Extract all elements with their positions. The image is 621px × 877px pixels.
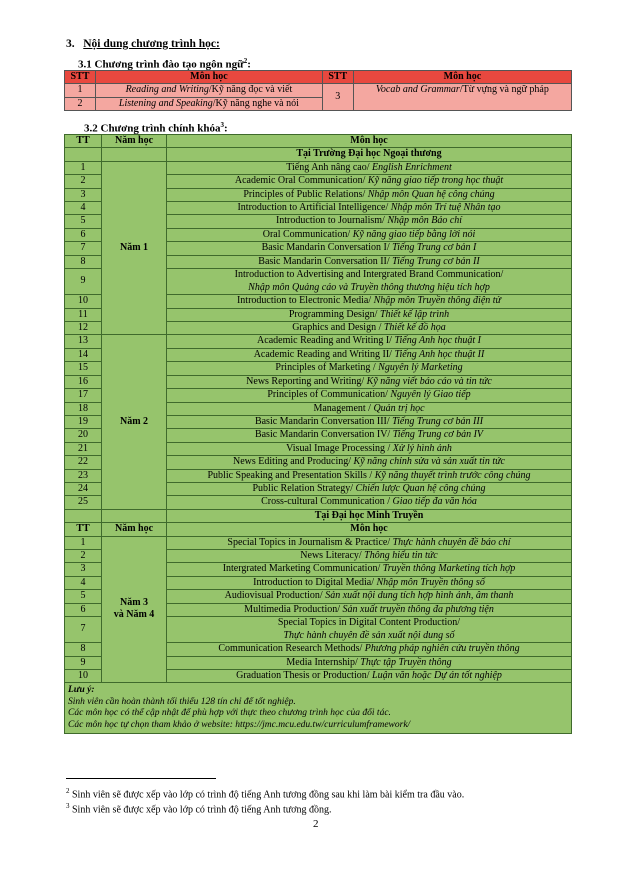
language-program-colon: : — [247, 58, 251, 71]
subject-en: Cross-cultural Communication / — [261, 496, 393, 508]
subject-vi: Thực hành chuyên đề báo chí — [392, 536, 511, 548]
tt-cell: 25 — [65, 496, 102, 509]
subject-vi: Tiếng Trung cơ bản I — [392, 242, 477, 254]
stt-cell: 2 — [65, 97, 96, 110]
tt-cell: 16 — [65, 375, 102, 388]
subject-en: Academic Reading and Writing II/ — [253, 348, 395, 360]
subject-vi: Giao tiếp đa văn hóa — [392, 496, 477, 508]
subject-en: Programming Design/ — [288, 308, 380, 320]
subject-en: Academic Oral Communication/ — [234, 175, 368, 187]
tt-cell: 6 — [65, 228, 102, 241]
header-year-2: Năm học — [102, 523, 167, 536]
tt-cell: 1 — [65, 536, 102, 549]
subject-en: Principles of Communication/ — [267, 389, 391, 401]
subject-cell — [167, 590, 572, 603]
subject-en: Introduction to Digital Media/ — [253, 576, 377, 588]
tt-cell: 3 — [65, 188, 102, 201]
subject-en: Introduction to Advertising and Intergrated Brand Communication/ — [234, 269, 504, 281]
tt-cell: 12 — [65, 322, 102, 335]
tt-cell: 2 — [65, 549, 102, 562]
school-mcu-label: Tại Đại học Minh Truyền — [167, 509, 572, 522]
header-tt-2: TT — [65, 523, 102, 536]
subject-en: Introduction to Journalism/ — [275, 215, 388, 227]
subject-cell — [96, 97, 323, 110]
subject-vi: English Enrichment — [372, 161, 452, 173]
language-program-title: 3.1 Chương trình đào tạo ngôn ngữ — [78, 58, 244, 71]
subject-cell — [167, 255, 572, 268]
tt-cell: 20 — [65, 429, 102, 442]
tt-cell: 23 — [65, 469, 102, 482]
language-program-table — [64, 70, 572, 111]
subject-cell — [167, 617, 572, 643]
tt-cell: 18 — [65, 402, 102, 415]
table-row — [65, 161, 572, 174]
subject-vi: Thông hiểu tin tức — [364, 549, 438, 561]
footnote-3 — [66, 802, 331, 815]
section-number: 3. — [66, 38, 75, 50]
subject-vi: Tiếng Anh học thuật I — [394, 335, 481, 347]
subject-en: Multimedia Production/ — [244, 603, 343, 615]
subject-en: Basic Mandarin Conversation IV/ — [254, 429, 393, 441]
subject-cell — [167, 670, 572, 683]
subject-vi: Nhập môn Quảng cáo và Truyền thông thương hiệu tích hợp — [248, 281, 490, 293]
subject-en: News Reporting and Writing/ — [246, 375, 367, 387]
subject-cell — [167, 242, 572, 255]
year-3-text: Năm 3 — [119, 597, 149, 609]
tt-cell: 14 — [65, 348, 102, 361]
subject-vi: Nhập môn Truyền thông số — [376, 576, 485, 588]
subject-cell — [167, 536, 572, 549]
subject-cell — [167, 549, 572, 562]
stt-cell: 3 — [322, 84, 353, 111]
subject-en: News Literacy/ — [300, 549, 365, 561]
footnote-text: Sinh viên sẽ được xếp vào lớp có trình độ tiếng Anh tương đồng sau khi làm bài kiểm tra đầu vào. — [69, 789, 465, 801]
table-row — [65, 536, 572, 549]
subject-cell — [167, 161, 572, 174]
subject-vi: Nguyên lý Marketing — [378, 362, 463, 374]
subject-en: Reading and Writing — [125, 84, 209, 96]
subject-vi: Tiếng Trung cơ bản III — [392, 415, 484, 427]
subject-vi: Xử lý hình ảnh — [392, 442, 452, 454]
subject-en: Principles of Public Relations/ — [243, 188, 368, 200]
subject-en: Basic Mandarin Conversation I/ — [261, 242, 393, 254]
tt-cell: 8 — [65, 643, 102, 656]
subject-vi: Sản xuất truyền thông đa phương tiện — [342, 603, 494, 615]
table-row — [65, 335, 572, 348]
header-subject-2: Môn học — [167, 523, 572, 536]
tt-cell: 5 — [65, 590, 102, 603]
footnote-number: 3 — [66, 802, 70, 810]
tt-cell: 10 — [65, 670, 102, 683]
subject-en: Audiovisual Production/ — [224, 590, 326, 602]
note-line: Các môn học tự chọn tham khảo ở website: https://jmc.mcu.edu.tw/curriculumframework/ — [68, 719, 411, 730]
subject-vi: Tiếng Anh học thuật II — [394, 348, 485, 360]
tt-cell: 9 — [65, 656, 102, 669]
tt-cell: 4 — [65, 202, 102, 215]
tt-cell: 6 — [65, 603, 102, 616]
subject-cell — [96, 84, 323, 97]
subject-vi: Phương pháp nghiên cứu truyền thông — [364, 643, 520, 655]
subject-en: Graduation Thesis or Production/ — [236, 670, 373, 681]
subject-cell — [167, 215, 572, 228]
subject-vi: Quản trị học — [373, 402, 425, 414]
subject-en: Special Topics in Journalism & Practice/ — [227, 536, 393, 548]
subject-cell — [167, 188, 572, 201]
tt-cell: 10 — [65, 295, 102, 308]
subject-vi: Tiếng Trung cơ bản II — [392, 255, 480, 267]
tt-cell: 24 — [65, 482, 102, 495]
school-ftu-label: Tại Trường Đại học Ngoại thương — [167, 148, 572, 161]
page-number: 2 — [313, 818, 319, 830]
subject-cell — [167, 402, 572, 415]
subject-en: Tiếng Anh nâng cao/ — [286, 161, 373, 173]
subject-cell — [167, 482, 572, 495]
header-year: Năm học — [102, 135, 167, 148]
subject-en: Academic Reading and Writing I/ — [257, 335, 395, 347]
subject-en: Listening and Speaking — [118, 97, 213, 109]
header-subject-2: Môn học — [353, 71, 571, 84]
tt-cell: 4 — [65, 576, 102, 589]
subject-cell — [167, 269, 572, 295]
subject-en: Intergrated Marketing Communication/ — [222, 563, 383, 575]
subject-en: Basic Mandarin Conversation II/ — [258, 255, 393, 267]
footnote-ref-2: 2 — [243, 57, 248, 65]
subject-cell — [167, 456, 572, 469]
subject-en: Communication Research Methods/ — [218, 643, 365, 655]
subject-vi: /Kỹ năng đọc và viết — [208, 84, 293, 96]
tt-cell: 15 — [65, 362, 102, 375]
footnote-number: 2 — [66, 787, 70, 795]
subject-en: Media Internship/ — [286, 656, 361, 668]
subject-cell — [167, 496, 572, 509]
subject-vi: Kỹ năng chỉnh sửa và sản xuất tin tức — [353, 456, 505, 468]
year-1-label: Năm 1 — [102, 161, 167, 335]
subject-cell — [167, 389, 572, 402]
footnote-2 — [66, 787, 464, 800]
tt-cell: 7 — [65, 242, 102, 255]
subject-cell — [167, 295, 572, 308]
subject-en: News Editing and Producing/ — [233, 456, 354, 468]
tt-cell: 7 — [65, 617, 102, 643]
subject-cell — [167, 563, 572, 576]
section-heading — [66, 38, 220, 50]
subject-cell — [167, 362, 572, 375]
subject-vi: Kỹ năng giao tiếp bằng lời nói — [352, 228, 476, 240]
subject-cell — [167, 322, 572, 335]
language-program-heading — [78, 57, 251, 71]
tt-cell: 2 — [65, 175, 102, 188]
subject-cell — [167, 228, 572, 241]
tt-cell: 8 — [65, 255, 102, 268]
subject-vi: Truyền thông Marketing tích hợp — [382, 563, 516, 575]
subject-cell — [167, 308, 572, 321]
subject-en: Oral Communication/ — [262, 228, 353, 240]
subject-cell — [167, 469, 572, 482]
note-title: Lưu ý: — [68, 685, 95, 696]
subject-en: Graphics and Design / — [292, 322, 384, 334]
subject-en: Principles of Marketing / — [275, 362, 379, 374]
tt-cell: 5 — [65, 215, 102, 228]
subject-en: Management / — [313, 402, 374, 414]
subject-vi: Thiết kế đồ họa — [383, 322, 446, 334]
subject-vi: /Từ vựng và ngữ pháp — [459, 84, 549, 96]
subject-en: Basic Mandarin Conversation III/ — [254, 415, 393, 427]
header-tt: TT — [65, 135, 102, 148]
tt-cell: 19 — [65, 415, 102, 428]
tt-cell: 1 — [65, 161, 102, 174]
subject-vi: Tiếng Trung cơ bản IV — [392, 429, 484, 441]
footnote-text: Sinh viên sẽ được xếp vào lớp có trình độ tiếng Anh tương đồng. — [69, 804, 332, 816]
note-line: Sinh viên cần hoàn thành tối thiểu 128 tín chỉ để tốt nghiệp. — [68, 696, 296, 707]
tt-cell: 3 — [65, 563, 102, 576]
note-box — [65, 683, 572, 734]
subject-cell — [167, 202, 572, 215]
subject-en: Special Topics in Digital Content Production/ — [277, 617, 461, 628]
subject-vi: Thực hành chuyên đề sản xuất nội dung số — [283, 629, 455, 641]
subject-en: Visual Image Processing / — [286, 442, 393, 454]
header-subject: Môn học — [167, 135, 572, 148]
subject-cell — [167, 348, 572, 361]
subject-vi: Kỹ năng thuyết trình trước công chúng — [374, 469, 531, 481]
subject-cell — [167, 415, 572, 428]
subject-vi: Nhập môn Báo chí — [387, 215, 463, 227]
subject-vi: Kỹ năng giao tiếp trong học thuật — [367, 175, 504, 187]
stt-cell: 1 — [65, 84, 96, 97]
subject-cell — [167, 643, 572, 656]
subject-cell — [167, 335, 572, 348]
main-program-heading — [84, 121, 228, 135]
year-2-label: Năm 2 — [102, 335, 167, 509]
subject-en: Vocab and Grammar — [375, 84, 460, 96]
header-subject: Môn học — [96, 71, 323, 84]
subject-cell — [353, 84, 571, 111]
table-row — [65, 84, 572, 97]
subject-cell — [167, 603, 572, 616]
subject-vi: Thực tập Truyền thông — [360, 656, 452, 668]
subject-en: Introduction to Artificial Intelligence/ — [237, 202, 391, 214]
tt-cell: 9 — [65, 269, 102, 295]
subject-vi: Nhập môn Truyền thông điện tử — [373, 295, 502, 307]
subject-vi: Nhập môn Quan hệ công chúng — [367, 188, 495, 200]
main-program-title: 3.2 Chương trình chính khóa — [84, 122, 221, 135]
year-3-4-label — [102, 536, 167, 683]
main-program-table — [64, 134, 572, 734]
subject-vi: Nguyên lý Giao tiếp — [390, 389, 471, 401]
subject-vi: Nhập môn Trí tuệ Nhân tạo — [390, 202, 501, 214]
subject-en: Public Speaking and Presentation Skills / — [207, 469, 375, 481]
tt-cell: 17 — [65, 389, 102, 402]
footnote-divider — [66, 778, 216, 779]
subject-vi: Luận văn hoặc Dự án tốt nghiệp — [372, 670, 502, 681]
subject-vi: Sản xuất nội dung tích hợp hình ảnh, âm thanh — [325, 590, 514, 602]
tt-cell: 22 — [65, 456, 102, 469]
year-4-text: và Năm 4 — [113, 609, 155, 621]
subject-vi: /Kỹ năng nghe và nói — [212, 97, 299, 109]
subject-cell — [167, 175, 572, 188]
tt-cell: 11 — [65, 308, 102, 321]
subject-en: Introduction to Electronic Media/ — [236, 295, 374, 307]
subject-cell — [167, 429, 572, 442]
subject-vi: Kỹ năng viết báo cáo và tin tức — [366, 375, 492, 387]
tt-cell: 13 — [65, 335, 102, 348]
subject-cell — [167, 576, 572, 589]
subject-cell — [167, 375, 572, 388]
footnote-ref-3: 3 — [220, 121, 224, 129]
note-line: Các môn học có thể cập nhật để phù hợp với thực theo chương trình học của đối tác. — [68, 708, 391, 719]
subject-vi: Chiến lược Quan hệ công chúng — [355, 482, 486, 494]
subject-vi: Thiết kế lập trình — [379, 308, 450, 320]
tt-cell: 21 — [65, 442, 102, 455]
subject-en: Public Relation Strategy/ — [252, 482, 356, 494]
header-stt-2: STT — [322, 71, 353, 84]
header-stt: STT — [65, 71, 96, 84]
section-title: Nội dung chương trình học: — [83, 38, 220, 50]
subject-cell — [167, 442, 572, 455]
subject-cell — [167, 656, 572, 669]
main-program-colon: : — [224, 122, 228, 135]
